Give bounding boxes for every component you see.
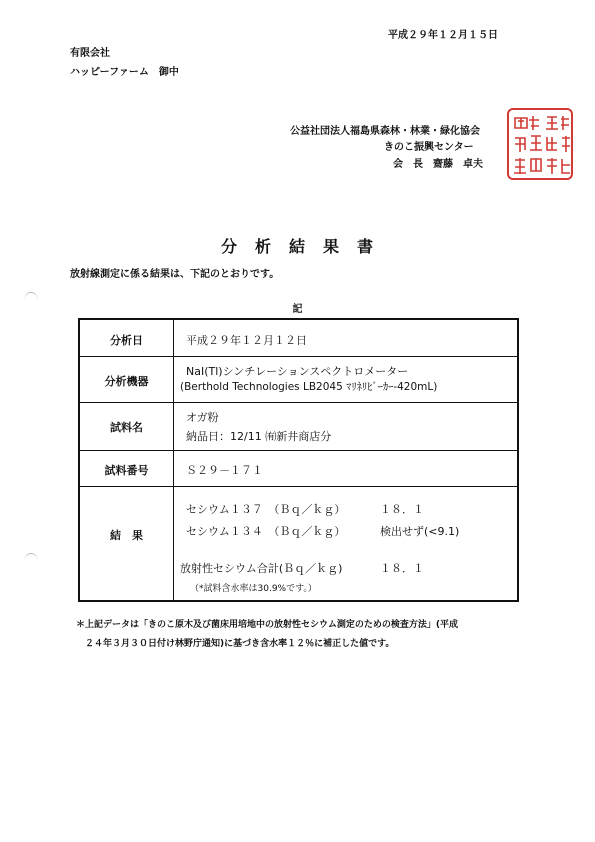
analysis-date-label: 分析日 — [110, 334, 143, 347]
sample-number-label: 試料番号 — [104, 464, 149, 477]
footnote-line1: ＊上記データは「きのこ原木及び菌床用培地中の放射性セシウム測定のための検査方法」(平成 — [76, 620, 459, 630]
moisture-note: （*試料含水率は30.9%です。） — [190, 584, 317, 594]
instrument-label: 分析機器 — [104, 375, 149, 388]
table-row-results — [80, 486, 517, 603]
table-row-sample-number — [80, 450, 517, 487]
instrument-line1: NaI(Tl)シンチレーションスペクトロメーター — [186, 365, 409, 378]
seal-glyphs-icon — [509, 110, 573, 180]
analysis-date-value: 平成２９年１２月１２日 — [186, 334, 307, 347]
issuer-organization: 公益社団法人福島県森林・林業・緑化協会 — [290, 126, 480, 137]
document-title: 分 析 結 果 書 — [220, 237, 374, 256]
document-date: 平成２９年１２月１５日 — [388, 30, 498, 41]
table-row-sample-name — [80, 402, 517, 451]
result-table — [78, 318, 519, 602]
cs134-value: 検出せず(<9.1) — [380, 525, 460, 538]
recipient-name: ハッピーファーム 御中 — [70, 67, 179, 78]
official-seal-stamp — [507, 108, 573, 180]
issuer-department: きのこ振興センター — [384, 142, 474, 153]
table-row-instrument — [80, 356, 517, 403]
sample-number-value: Ｓ２９－１７１ — [186, 464, 263, 477]
sample-delivery-value: 納品日：12/11 ㈲新井商店分 — [186, 430, 332, 443]
results-label: 結 果 — [110, 529, 143, 542]
punch-hole-mark — [24, 292, 38, 301]
ki-label: 記 — [292, 304, 303, 315]
sample-name-value: オガ粉 — [186, 411, 219, 424]
footnote-line2: ２４年３月３０日付け林野庁通知)に基づき含水率１２％に補正した値です。 — [85, 639, 395, 649]
cs137-value: １８．１ — [380, 503, 424, 516]
sample-name-label: 試料名 — [110, 421, 143, 434]
recipient-company: 有限会社 — [70, 48, 110, 59]
intro-text: 放射線測定に係る結果は、下記のとおりです。 — [70, 269, 280, 280]
issuer-representative: 会 長 齋藤 卓夫 — [393, 159, 483, 170]
table-row-analysis-date — [80, 320, 517, 356]
cs134-label: セシウム１３４ （Ｂｑ／ｋｇ） — [186, 525, 346, 538]
punch-hole-mark — [24, 553, 38, 562]
total-cesium-label: 放射性セシウム合計(Ｂｑ／ｋｇ) — [180, 562, 343, 575]
instrument-line2: (Berthold Technologies LB2045 ﾏﾘﾈﾘﾋﾞｰｶｰ-420mL) — [180, 381, 438, 393]
cs137-label: セシウム１３７ （Ｂｑ／ｋｇ） — [186, 503, 346, 516]
total-cesium-value: １８．１ — [380, 562, 424, 575]
